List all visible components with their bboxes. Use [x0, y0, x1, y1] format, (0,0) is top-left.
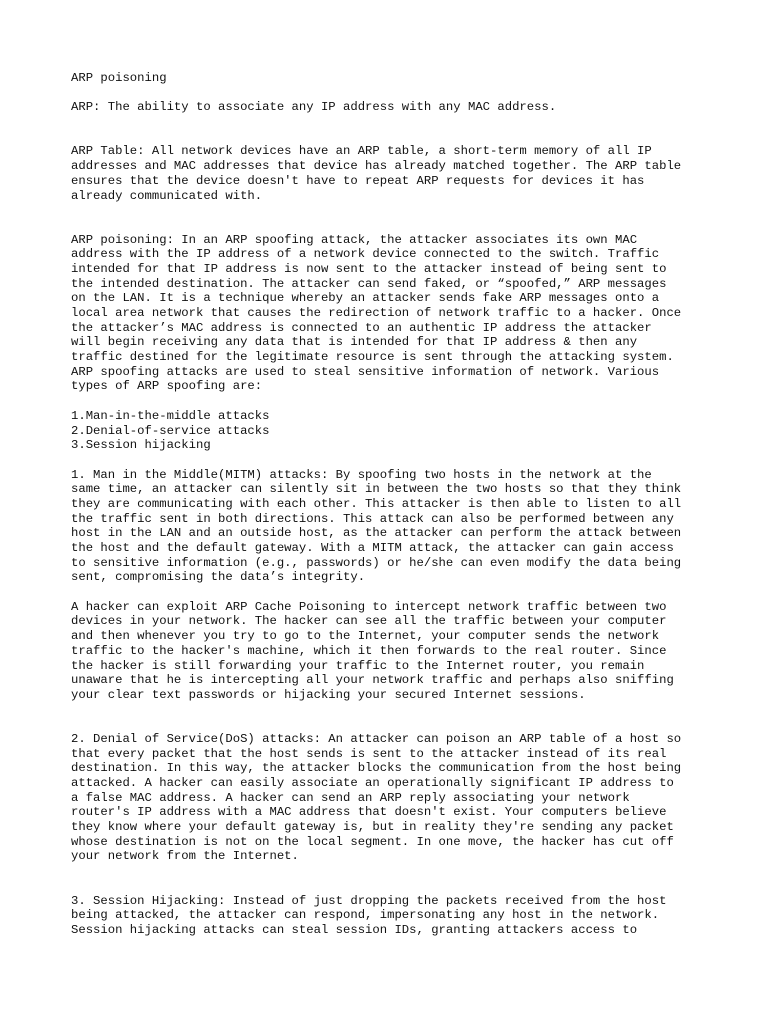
text-line: will begin receiving any data that is intended for that IP address & then any — [71, 335, 638, 350]
text-line: Session hijacking attacks can steal session IDs, granting attackers access to — [71, 922, 638, 937]
dos-paragraph — [71, 732, 711, 864]
text-line: ARP Table: All network devices have an ARP table, a short-term memory of all IP — [71, 144, 652, 159]
text-line: ARP poisoning: In an ARP spoofing attack, the attacker associates its own MAC — [71, 232, 638, 247]
text-line: to sensitive information (e.g., passwords) or he/she can even modify the data being — [71, 555, 682, 570]
text-line: 1. Man in the Middle(MITM) attacks: By spoofing two hosts in the network at the — [71, 467, 652, 482]
spacer — [71, 86, 711, 101]
arp-definition-paragraph — [71, 100, 711, 115]
text-line: 3. Session Hijacking: Instead of just dropping the packets received from the host — [71, 893, 667, 908]
text-line: they are communicating with each other. This attacker is then able to listen to all — [71, 496, 682, 511]
text-line: your clear text passwords or hijacking your secured Internet sessions. — [71, 687, 586, 702]
spacer — [71, 453, 711, 468]
attack-types-list — [71, 409, 711, 453]
text-line: ARP spoofing attacks are used to steal sensitive information of network. Various — [71, 364, 660, 379]
text-line: the traffic sent in both directions. This attack can also be performed between any — [71, 511, 674, 526]
text-line: your network from the Internet. — [71, 849, 299, 864]
spacer — [71, 115, 711, 144]
spacer — [71, 703, 711, 732]
text-line: types of ARP spoofing are: — [71, 379, 263, 394]
list-item: 2.Denial-of-service attacks — [71, 423, 270, 438]
cache-poisoning-paragraph — [71, 600, 711, 703]
text-line: they know where your default gateway is, but in reality they're sending any packet — [71, 820, 674, 835]
text-line: the host and the default gateway. With a MITM attack, the attacker can gain access — [71, 541, 674, 556]
text-line: A hacker can exploit ARP Cache Poisoning to intercept network traffic between two — [71, 599, 667, 614]
document-page — [71, 71, 711, 938]
text-line: address with the IP address of a network device connected to the switch. Traffic — [71, 247, 660, 262]
text-line: ARP: The ability to associate any IP address with any MAC address. — [71, 100, 557, 115]
text-line: sent, compromising the data’s integrity. — [71, 570, 366, 585]
text-line: attacked. A hacker can easily associate an operationally significant IP address to — [71, 776, 674, 791]
text-line: intended for that IP address is now sent to the attacker instead of being sent to — [71, 261, 667, 276]
text-line: traffic to the hacker's machine, which it then forwards to the real router. Since — [71, 643, 667, 658]
text-line: ensures that the device doesn't have to repeat ARP requests for devices it has — [71, 173, 645, 188]
text-line: unaware that he is intercepting all your network traffic and perhaps also sniffing — [71, 673, 674, 688]
spacer — [71, 864, 711, 893]
text-line: addresses and MAC addresses that device has already matched together. The ARP table — [71, 159, 682, 174]
document-title — [71, 71, 711, 86]
text-line: a false MAC address. A hacker can send an ARP reply associating your network — [71, 790, 630, 805]
text-line: same time, an attacker can silently sit in between the two hosts so that they think — [71, 482, 682, 497]
arp-poisoning-paragraph — [71, 233, 711, 395]
text-line: being attacked, the attacker can respond, impersonating any host in the network. — [71, 908, 660, 923]
text-line: traffic destined for the legitimate resource is sent through the attacking system. — [71, 350, 674, 365]
list-item: 1.Man-in-the-middle attacks — [71, 408, 270, 423]
text-line: 2. Denial of Service(DoS) attacks: An attacker can poison an ARP table of a host so — [71, 731, 682, 746]
spacer — [71, 203, 711, 232]
text-line: devices in your network. The hacker can see all the traffic between your computer — [71, 614, 667, 629]
mitm-paragraph — [71, 468, 711, 586]
text-line: already communicated with. — [71, 188, 263, 203]
text-line: on the LAN. It is a technique whereby an attacker sends fake ARP messages onto a — [71, 291, 660, 306]
text-line: the attacker’s MAC address is connected to an authentic IP address the attacker — [71, 320, 652, 335]
list-item: 3.Session hijacking — [71, 438, 211, 453]
text-line: destination. In this way, the attacker blocks the communication from the host being — [71, 761, 682, 776]
text-line: ARP poisoning — [71, 71, 167, 85]
text-line: host in the LAN and an outside host, as the attacker can perform the attack between — [71, 526, 682, 541]
spacer — [71, 585, 711, 600]
spacer — [71, 394, 711, 409]
text-line: the hacker is still forwarding your traffic to the Internet router, you remain — [71, 658, 645, 673]
session-hijacking-paragraph — [71, 894, 711, 938]
text-line: local area network that causes the redirection of network traffic to a hacker. Once — [71, 306, 682, 321]
arp-table-paragraph — [71, 144, 711, 203]
text-line: that every packet that the host sends is sent to the attacker instead of its real — [71, 746, 667, 761]
text-line: router's IP address with a MAC address that doesn't exist. Your computers believe — [71, 805, 667, 820]
text-line: and then whenever you try to go to the Internet, your computer sends the network — [71, 629, 660, 644]
text-line: whose destination is not on the local segment. In one move, the hacker has cut off — [71, 834, 674, 849]
text-line: the intended destination. The attacker can send faked, or “spoofed,” ARP messages — [71, 276, 667, 291]
